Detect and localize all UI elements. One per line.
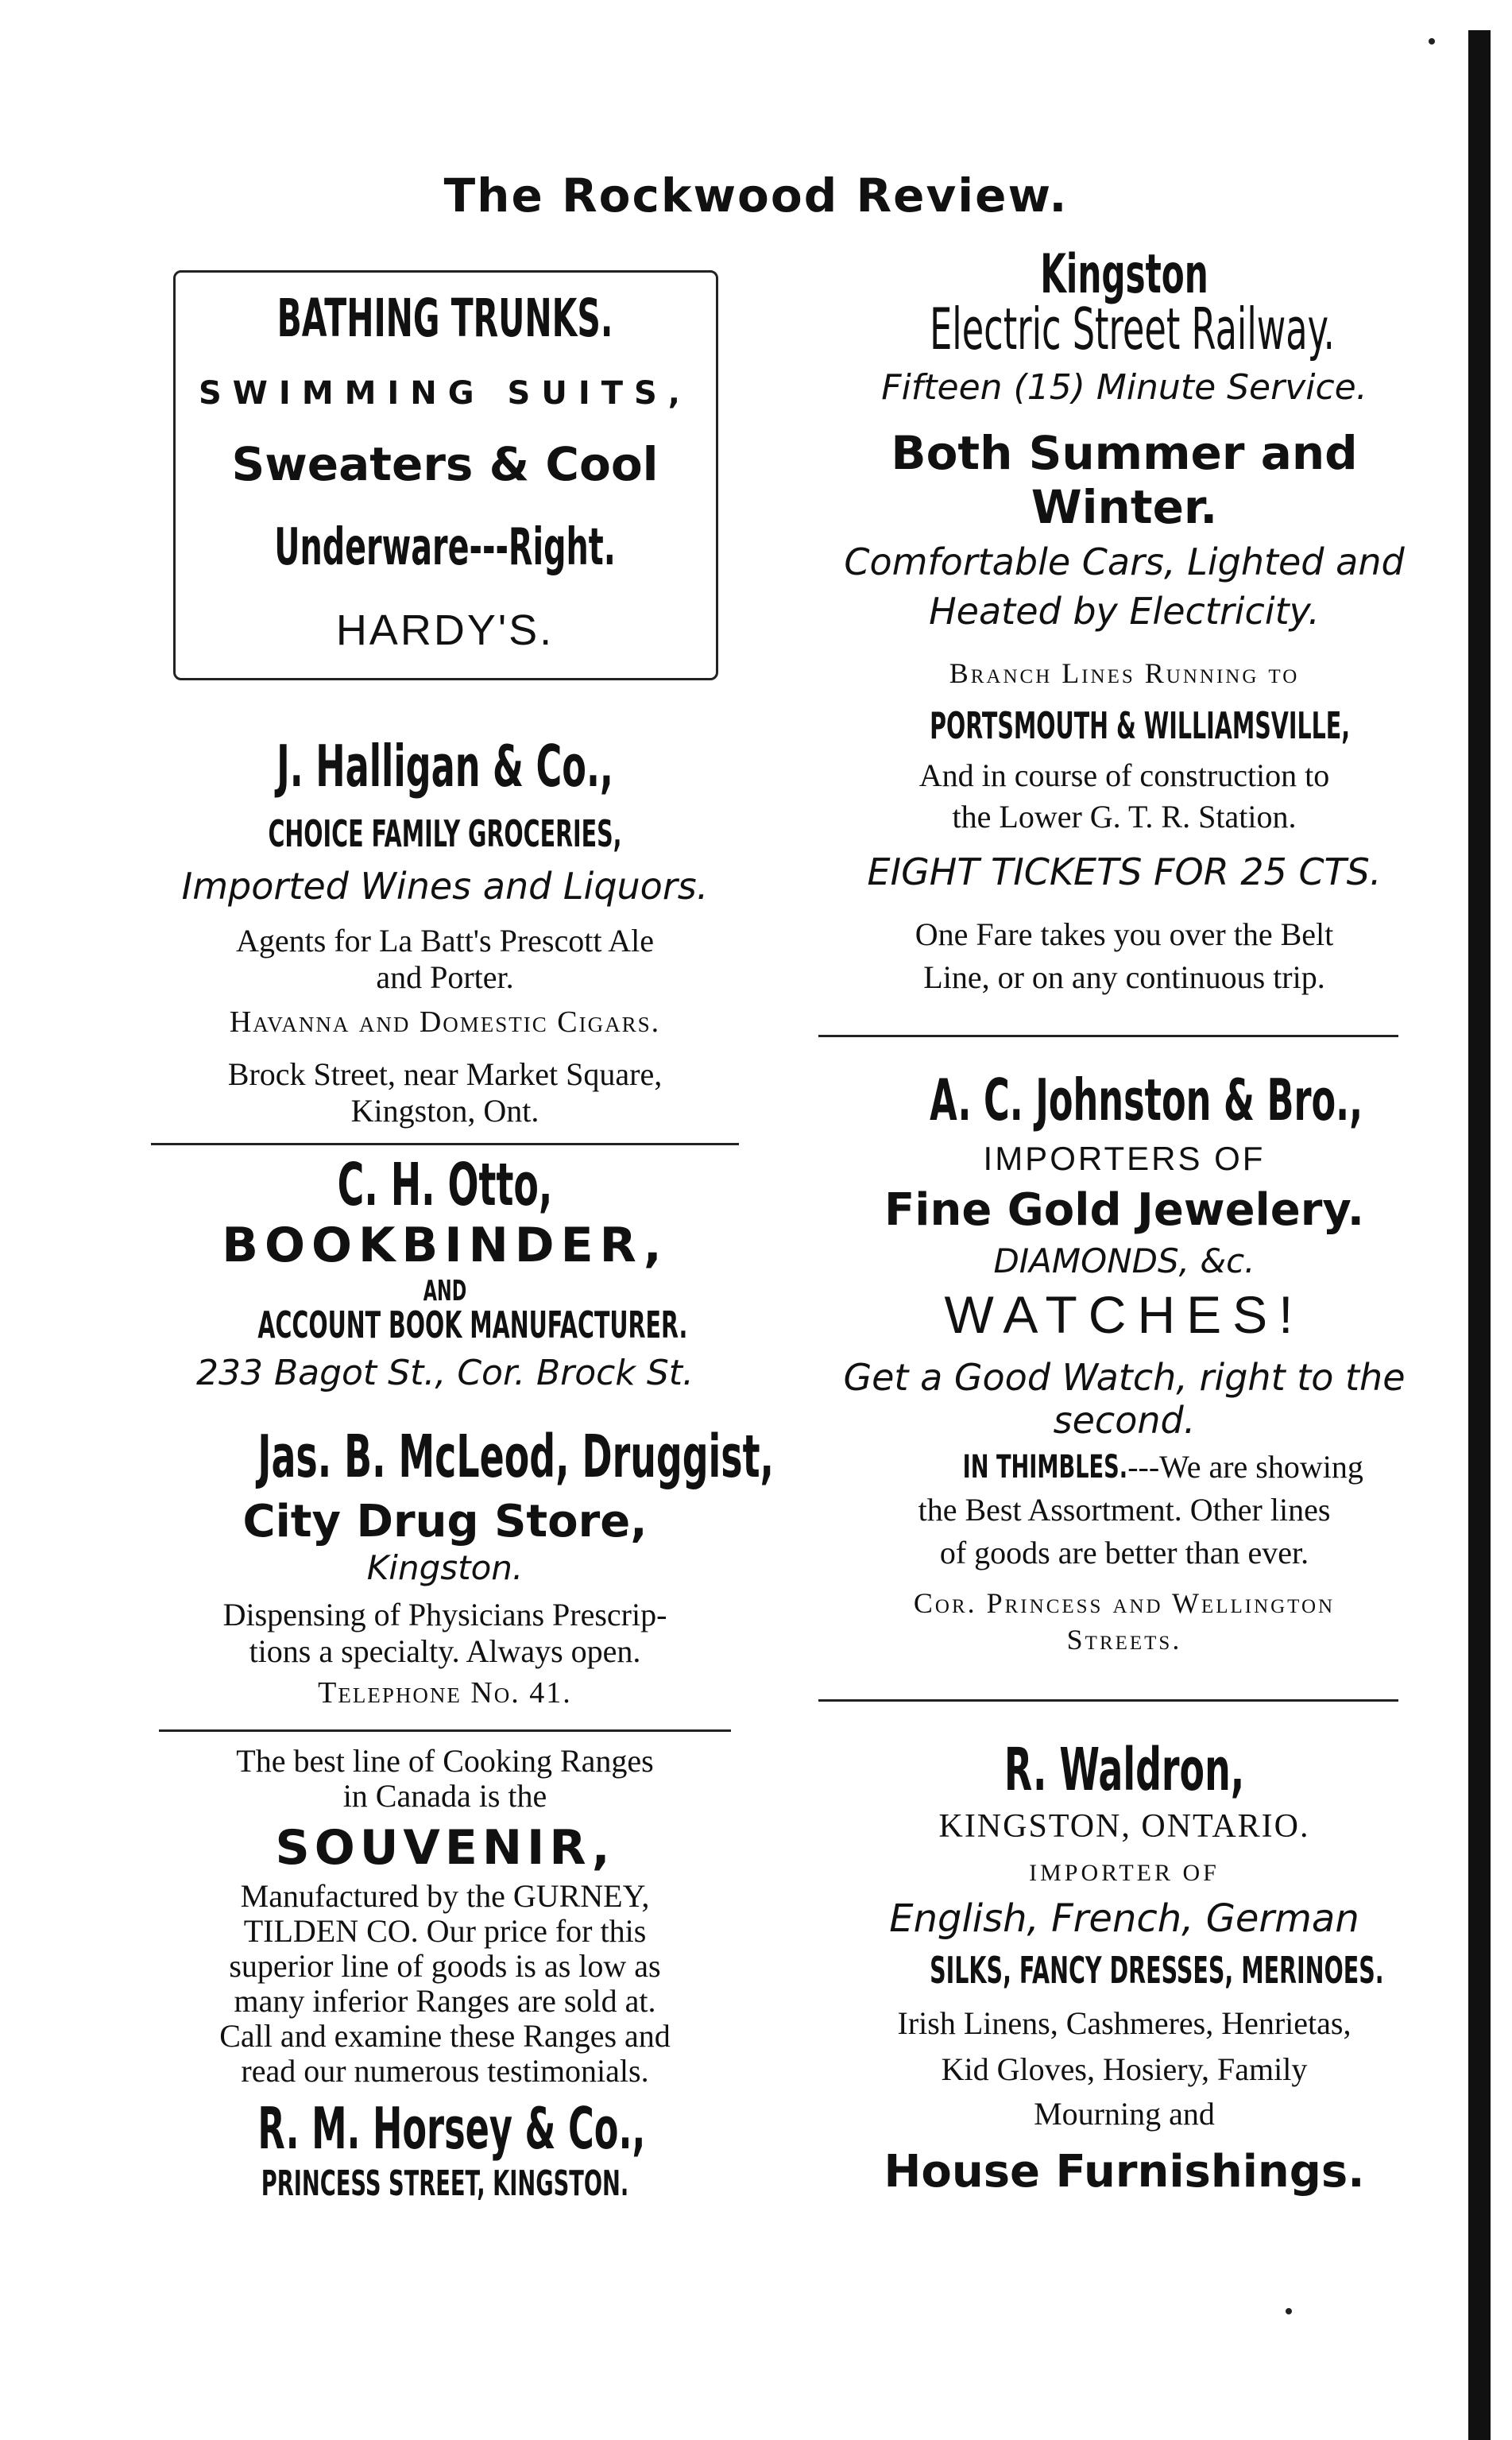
- horsey-address: PRINCESS STREET, KINGSTON.: [261, 2163, 629, 2204]
- horsey-line6: superior line of goods is as low as: [229, 1948, 661, 1984]
- johnston-line7-lead: IN THIMBLES.: [962, 1449, 1128, 1485]
- railway-line1: Kingston: [1040, 243, 1208, 306]
- halligan-name: J. Halligan & Co.,: [276, 733, 613, 800]
- waldron-line1: KINGSTON, ONTARIO.: [938, 1808, 1310, 1845]
- mcleod-name: Jas. B. McLeod, Druggist,: [257, 1423, 774, 1491]
- halligan-line1: CHOICE FAMILY GROCERIES,: [268, 812, 622, 855]
- divider: [151, 1143, 739, 1145]
- horsey-name: R. M. Horsey & Co.,: [257, 2095, 646, 2162]
- waldron-line4: SILKS, FANCY DRESSES, MERINOES.: [930, 1949, 1384, 1992]
- johnston-line9: of goods are better than ever.: [939, 1535, 1309, 1571]
- johnston-line10: Cor. Princess and Wellington: [913, 1587, 1336, 1619]
- otto-line2: AND: [423, 1275, 467, 1307]
- johnston-line11: Streets.: [1066, 1624, 1182, 1656]
- railway-line5: Winter.: [1031, 480, 1218, 534]
- divider: [818, 1035, 1398, 1037]
- mcleod-line5: Telephone No. 41.: [318, 1676, 572, 1710]
- johnston-line7: [810, 1448, 1438, 1485]
- hardys-line3: Sweaters & Cool: [231, 437, 659, 491]
- otto-line3: ACCOUNT BOOK MANUFACTURER.: [257, 1303, 688, 1346]
- johnston-line4: WATCHES!: [944, 1285, 1305, 1344]
- horsey-line9: read our numerous testimonials.: [241, 2053, 649, 2089]
- waldron-line5: Irish Linens, Cashmeres, Henrietas,: [897, 2005, 1352, 2041]
- johnston-line2: Fine Gold Jewelery.: [884, 1184, 1364, 1236]
- hardys-line1: BATHING TRUNKS.: [276, 288, 613, 349]
- waldron-line2: IMPORTER OF: [1029, 1860, 1220, 1886]
- hardys-line4: Underware---Right.: [274, 518, 616, 577]
- railway-line3: Fifteen (15) Minute Service.: [881, 367, 1367, 408]
- horsey-line2: in Canada is the: [342, 1778, 547, 1814]
- masthead: The Rockwood Review.: [443, 168, 1069, 223]
- hardys-line2: SWIMMING SUITS,: [199, 375, 691, 412]
- railway-line8: Branch Lines Running to: [949, 657, 1300, 689]
- mcleod-line1: City Drug Store,: [242, 1496, 648, 1547]
- railway-line6: Comfortable Cars, Lighted and: [844, 540, 1405, 583]
- horsey-line3: SOUVENIR,: [275, 1820, 615, 1876]
- horsey-line8: Call and examine these Ranges and: [219, 2018, 671, 2054]
- page-edge-bar: [1468, 30, 1491, 2440]
- hardys-line5: HARDY'S.: [335, 606, 555, 654]
- waldron-line8: House Furnishings.: [884, 2146, 1365, 2198]
- speck: [1429, 38, 1435, 45]
- horsey-line1: The best line of Cooking Ranges: [236, 1743, 654, 1779]
- railway-line9: PORTSMOUTH & WILLIAMSVILLE,: [930, 704, 1351, 747]
- railway-line4: Both Summer and: [891, 426, 1358, 480]
- johnston-line6: second.: [1053, 1399, 1196, 1442]
- johnston-line7-text: ---We are showing: [1127, 1449, 1363, 1485]
- johnston-name: A. C. Johnston & Bro.,: [930, 1067, 1363, 1133]
- mcleod-line2: Kingston.: [366, 1548, 524, 1587]
- waldron-line3: English, French, German: [889, 1896, 1359, 1941]
- railway-line10: And in course of construction to: [918, 757, 1330, 793]
- railway-line14: Line, or on any continuous trip.: [923, 959, 1325, 995]
- halligan-line6: Brock Street, near Market Square,: [227, 1056, 663, 1092]
- divider: [818, 1699, 1398, 1702]
- mcleod-line3: Dispensing of Physicians Prescrip-: [222, 1597, 667, 1632]
- johnston-line8: the Best Assortment. Other lines: [918, 1492, 1331, 1528]
- railway-line2: Electric Street Railway.: [930, 296, 1335, 362]
- speck: [1286, 2308, 1292, 2314]
- johnston-line5: Get a Good Watch, right to the: [843, 1356, 1406, 1399]
- railway-line12: EIGHT TICKETS FOR 25 CTS.: [867, 850, 1382, 893]
- railway-line13: One Fare takes you over the Belt: [915, 916, 1334, 952]
- waldron-name: R. Waldron,: [1003, 1736, 1245, 1804]
- horsey-line7: many inferior Ranges are sold at.: [234, 1983, 656, 2019]
- halligan-line5: Havanna and Domestic Cigars.: [229, 1005, 661, 1039]
- otto-line4: 233 Bagot St., Cor. Brock St.: [195, 1353, 694, 1393]
- divider: [159, 1729, 731, 1732]
- halligan-line3: Agents for La Batt's Prescott Ale: [236, 923, 654, 959]
- johnston-line1: IMPORTERS OF: [983, 1140, 1266, 1177]
- waldron-line6: Kid Gloves, Hosiery, Family: [941, 2051, 1308, 2087]
- otto-name: C. H. Otto,: [337, 1151, 553, 1219]
- otto-line1: BOOKBINDER,: [222, 1218, 668, 1273]
- railway-line7: Heated by Electricity.: [929, 590, 1320, 633]
- waldron-line7: Mourning and: [1034, 2096, 1215, 2132]
- halligan-line7: Kingston, Ont.: [350, 1093, 539, 1129]
- mcleod-line4: tions a specialty. Always open.: [249, 1633, 641, 1669]
- railway-line11: the Lower G. T. R. Station.: [952, 799, 1297, 835]
- horsey-line4: Manufactured by the GURNEY,: [240, 1878, 650, 1914]
- halligan-line2: Imported Wines and Liquors.: [181, 865, 709, 908]
- horsey-line5: TILDEN CO. Our price for this: [243, 1913, 647, 1949]
- halligan-line4: and Porter.: [376, 959, 514, 995]
- johnston-line3: DIAMONDS, &c.: [993, 1241, 1255, 1280]
